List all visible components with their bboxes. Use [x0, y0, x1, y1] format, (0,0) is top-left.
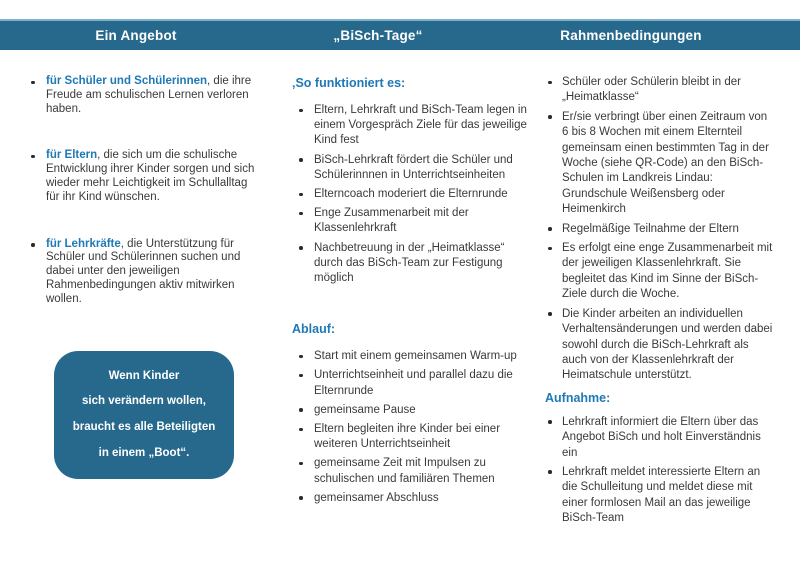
list-item	[28, 238, 256, 307]
list-item	[28, 149, 256, 204]
column1-header-title: Ein Angebot	[95, 28, 177, 43]
audience-lead: für Schüler und Schülerinnen	[46, 75, 208, 87]
list-item: Unterrichtseinheit und parallel dazu die Elternrunde	[292, 368, 529, 398]
list-item: Lehrkraft informiert die Eltern über das Angebot BiSch und holt Einverständnis ein	[545, 415, 773, 461]
list-item: gemeinsamer Abschluss	[292, 491, 529, 506]
column-rahmenbedingungen	[533, 50, 800, 566]
audience-list	[28, 75, 256, 307]
list-item: gemeinsame Pause	[292, 403, 529, 418]
list-item: Enge Zusammenarbeit mit der Klassenlehrkraft	[292, 206, 529, 236]
quote-line: braucht es alle Beteiligten	[72, 421, 216, 434]
column2-header-title: „BiSch-Tage“	[333, 28, 423, 43]
column-angebot	[0, 50, 270, 566]
list-item: Start mit einem gemeinsamen Warm-up	[292, 349, 529, 364]
ablauf-heading: Ablauf:	[292, 322, 336, 337]
header-bar	[0, 19, 800, 50]
audience-rest: , die sich um die schulische Entwicklung ihrer Kinder sorgen und sich wieder mehr Leichtigkeit im Schullalltag für ihr Kind wünschen.	[46, 149, 255, 203]
list-item: Schüler oder Schülerin bleibt in der „Heimatklasse“	[545, 75, 773, 106]
audience-lead: für Eltern	[46, 149, 98, 162]
list-item: gemeinsame Zeit mit Impulsen zu schulischen und familiären Themen	[292, 456, 529, 486]
list-item	[28, 75, 256, 116]
how-it-works-list	[292, 103, 529, 286]
content-columns	[0, 50, 800, 566]
list-item: Eltern begleiten ihre Kinder bei einer weiteren Unterrichtseinheit	[292, 422, 529, 452]
list-item: BiSch-Lehrkraft fördert die Schüler und Schülerinnnen in Unterrichtseinheiten	[292, 153, 529, 183]
list-item: Lehrkraft meldet interessierte Eltern an die Schulleitung und meldet diese mit einer formlosen Mail an das jeweilige BiSch-Team	[545, 465, 773, 527]
quote-box	[54, 351, 234, 479]
quote-line: Wenn Kinder	[108, 369, 180, 382]
column3-header-title: Rahmenbedingungen	[560, 28, 702, 43]
quote-line: sich verändern wollen,	[82, 395, 206, 408]
audience-rest: , die ihre Freude am schulischen Lernen verloren haben.	[46, 75, 252, 115]
rahmen-list	[545, 75, 773, 384]
audience-lead: für Lehrkräfte	[46, 237, 121, 250]
list-item: Regelmäßige Teilnahme der Eltern	[545, 222, 773, 237]
list-item: Er/sie verbringt über einen Zeitraum von 6 bis 8 Wochen mit einem Elternteil gemeinsam einen bestimmten Tag in der Woche (siehe QR-Code) an den BiSch-Schulen im Landkreis Lindau: Grundschule Weißensberg oder Heimenkirch	[545, 110, 773, 218]
audience-rest: , die Unterstützung für Schüler und Schülerinnen suchen und dabei unter den jeweiligen Rahmenbedingungen aktiv mitwirken wollen.	[46, 237, 241, 305]
ablauf-list	[292, 349, 529, 506]
list-item: Nachbetreuung in der „Heimatklasse“ durch das BiSch-Team zur Festigung möglich	[292, 241, 529, 287]
list-item: Elterncoach moderiert die Elternrunde	[292, 187, 529, 202]
quote-line: in einem „Boot“.	[98, 446, 190, 459]
list-item: Eltern, Lehrkraft und BiSch-Team legen in einem Vorgespräch Ziele für das jeweilige Kind fest	[292, 103, 529, 149]
list-item: Es erfolgt eine enge Zusammenarbeit mit der jeweiligen Klassenlehrkraft. Sie begleitet das Kind im Sinne der BiSch-Ziele durch die Woche.	[545, 241, 773, 303]
how-it-works-heading: ‚So funktioniert es:	[292, 76, 406, 90]
aufnahme-list	[545, 415, 773, 527]
list-item: Die Kinder arbeiten an individuellen Verhaltensänderungen und werden dabei sowohl durch die BiSch-Lehrkraft als auch von der Klassenlehrkraft der Heimatschule unterstützt.	[545, 307, 773, 384]
aufnahme-heading: Aufnahme:	[545, 390, 611, 405]
column-bisch-tage	[270, 50, 533, 566]
